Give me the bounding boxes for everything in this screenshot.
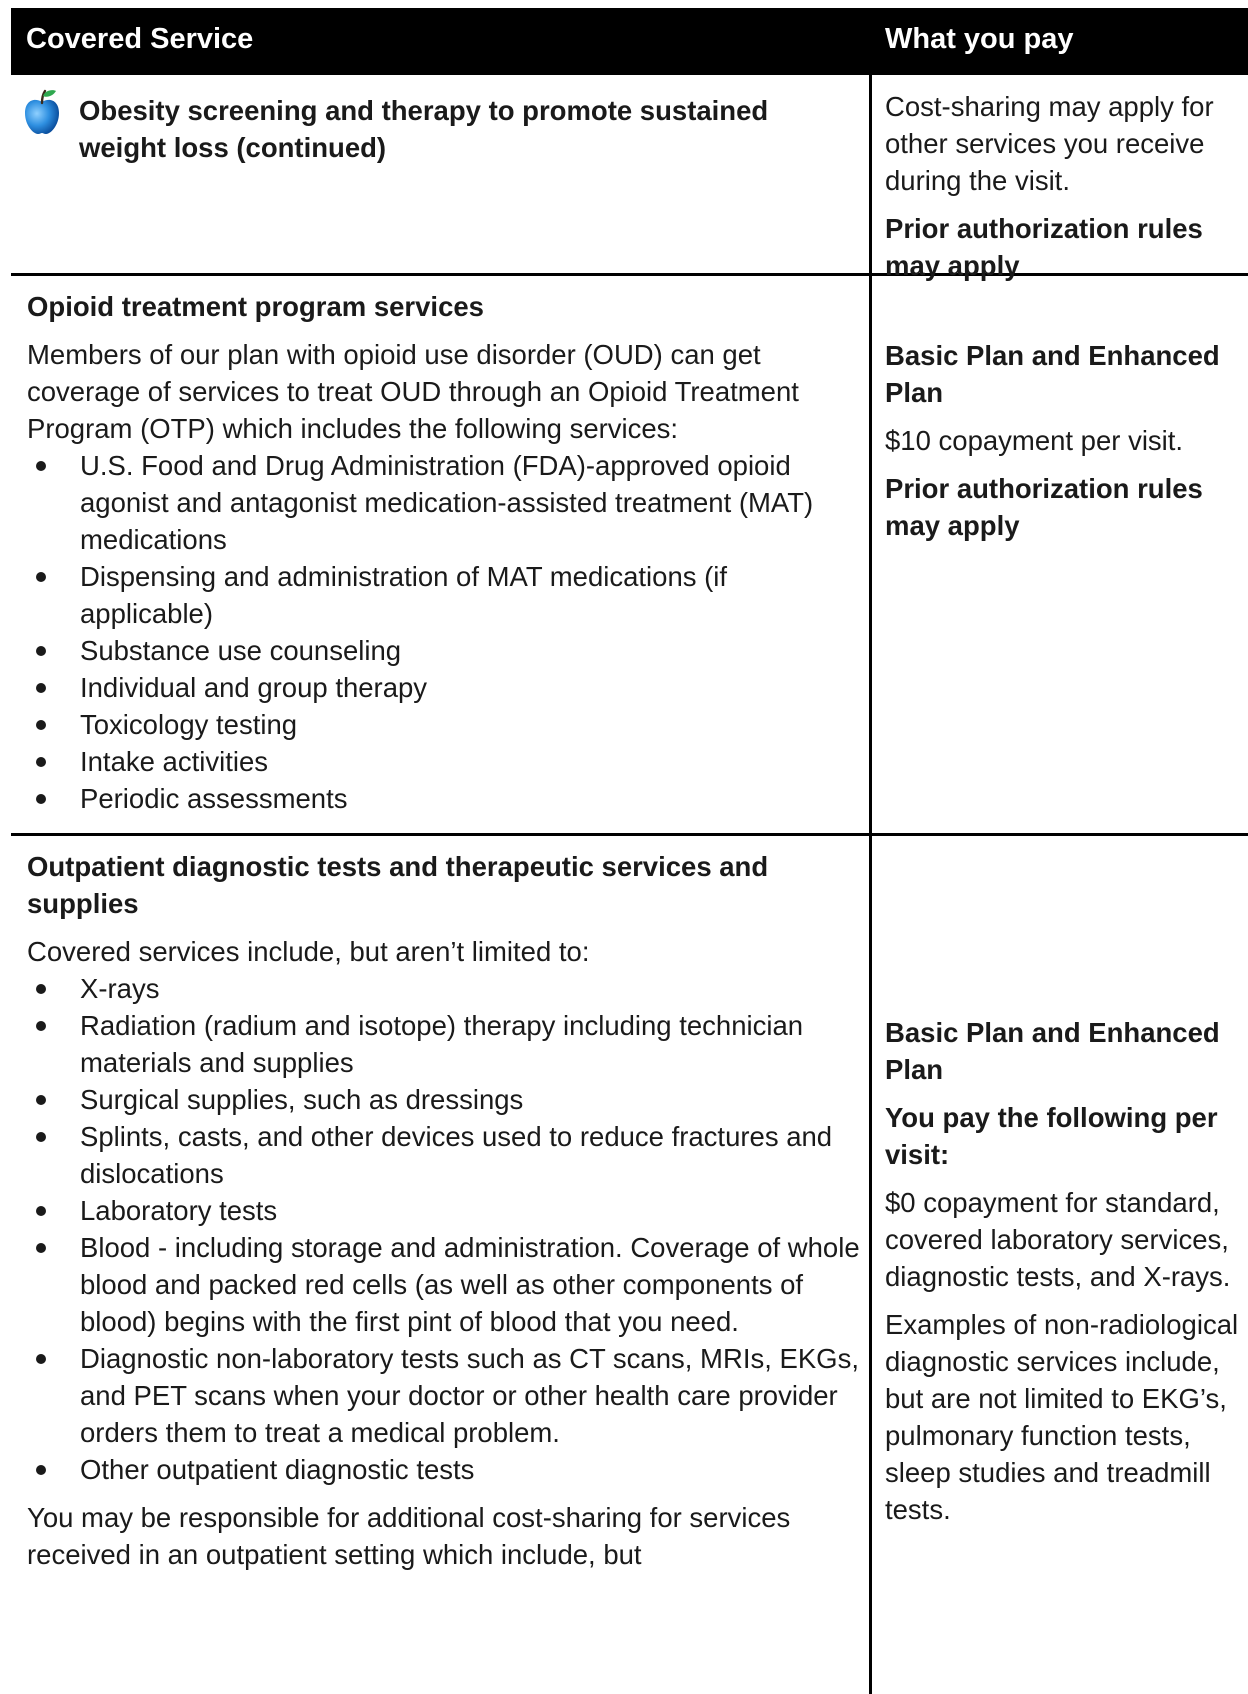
list-item: U.S. Food and Drug Administration (FDA)-approved opioid agonist and antagonist medication-assisted treatment (MAT) medications — [27, 447, 867, 558]
service-cell — [27, 288, 867, 817]
pay-cell — [885, 88, 1243, 284]
list-item: Other outpatient diagnostic tests — [27, 1451, 867, 1488]
bullet-icon — [36, 984, 46, 994]
list-item: Splints, casts, and other devices used to reduce fractures and dislocations — [27, 1118, 867, 1192]
bullet-icon — [36, 646, 46, 656]
plan-name: Basic Plan and Enhanced Plan — [885, 1017, 1220, 1085]
service-title: Obesity screening and therapy to promote sustained weight loss (continued) — [79, 95, 769, 163]
prior-authorization-note: Prior authorization rules may apply — [885, 213, 1203, 281]
header-what-you-pay: What you pay — [885, 23, 1074, 55]
bullet-icon — [36, 572, 46, 582]
list-item: Toxicology testing — [27, 706, 867, 743]
plan-name: Basic Plan and Enhanced Plan — [885, 340, 1220, 408]
copayment-text: $10 copayment per visit. — [885, 425, 1184, 456]
apple-icon — [23, 88, 61, 136]
service-title: Outpatient diagnostic tests and therapeutic services and supplies — [27, 851, 769, 919]
bullet-icon — [36, 461, 46, 471]
bullet-icon — [36, 1354, 46, 1364]
bullet-icon — [36, 1095, 46, 1105]
service-list — [27, 447, 867, 817]
bullet-icon — [36, 1465, 46, 1475]
list-item: Periodic assessments — [27, 780, 867, 817]
pay-per-visit-heading: You pay the following per visit: — [885, 1102, 1218, 1170]
pay-text: Cost-sharing may apply for other services you receive during the visit. — [885, 91, 1214, 196]
service-title: Opioid treatment program services — [27, 291, 484, 322]
service-outro: You may be responsible for additional cost-sharing for services received in an outpatient setting which include, but — [27, 1502, 791, 1570]
service-list — [27, 970, 867, 1488]
table-header — [11, 8, 1248, 75]
bullet-icon — [36, 794, 46, 804]
benefits-table — [11, 8, 1248, 1694]
list-item: Intake activities — [27, 743, 867, 780]
pay-cell — [885, 1014, 1243, 1528]
service-cell — [27, 848, 867, 1573]
column-divider — [869, 75, 872, 1694]
prior-authorization-note: Prior authorization rules may apply — [885, 473, 1203, 541]
list-item: X-rays — [27, 970, 867, 1007]
list-item: Substance use counseling — [27, 632, 867, 669]
list-item: Diagnostic non-laboratory tests such as CT scans, MRIs, EKGs, and PET scans when your doctor or other health care provider orders them to treat a medical problem. — [27, 1340, 867, 1451]
list-item: Surgical supplies, such as dressings — [27, 1081, 867, 1118]
list-item: Dispensing and administration of MAT medications (if applicable) — [27, 558, 867, 632]
list-item: Blood - including storage and administration. Coverage of whole blood and packed red cells (as well as other components of blood) begins with the first pint of blood that you need. — [27, 1229, 867, 1340]
examples-text: Examples of non-radiological diagnostic services include, but are not limited to EKG’s, pulmonary function tests, sleep studies and treadmill tests. — [885, 1309, 1239, 1525]
list-item: Individual and group therapy — [27, 669, 867, 706]
bullet-icon — [36, 683, 46, 693]
row-divider — [11, 833, 1248, 836]
list-item: Radiation (radium and isotope) therapy including technician materials and supplies — [27, 1007, 867, 1081]
pay-cell — [885, 337, 1243, 544]
bullet-icon — [36, 720, 46, 730]
bullet-icon — [36, 757, 46, 767]
bullet-icon — [36, 1206, 46, 1216]
list-item: Laboratory tests — [27, 1192, 867, 1229]
service-intro: Members of our plan with opioid use disorder (OUD) can get coverage of services to treat OUD through an Opioid Treatment Program (OTP) which includes the following services: — [27, 339, 799, 444]
service-intro: Covered services include, but aren’t limited to: — [27, 936, 590, 967]
bullet-icon — [36, 1243, 46, 1253]
header-covered-service: Covered Service — [26, 23, 254, 55]
bullet-icon — [36, 1132, 46, 1142]
copayment-text: $0 copayment for standard, covered laboratory services, diagnostic tests, and X-rays. — [885, 1187, 1231, 1292]
bullet-icon — [36, 1021, 46, 1031]
